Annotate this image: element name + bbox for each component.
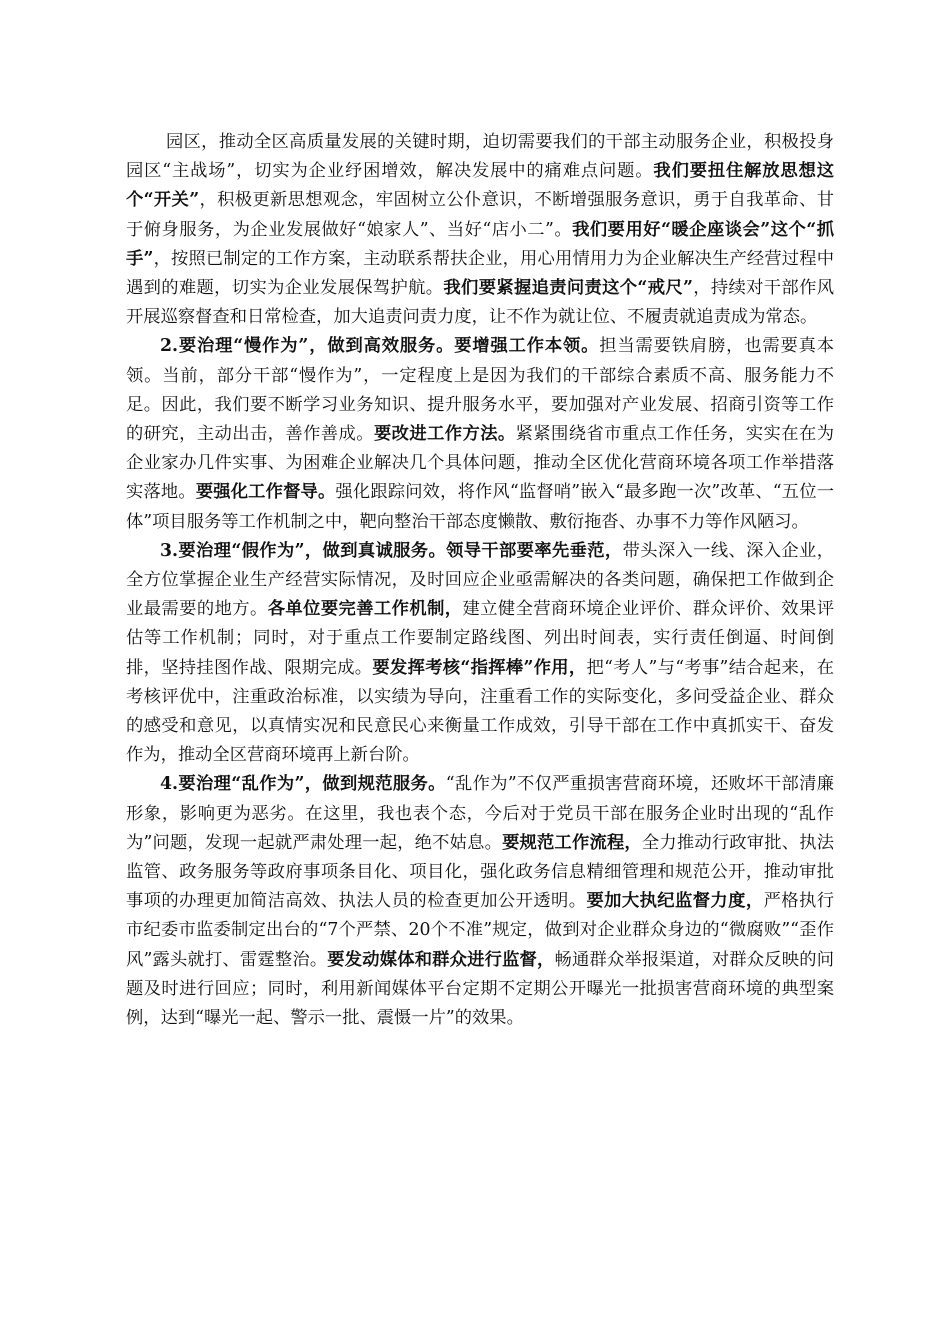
paragraph-3-seg-4: 要发挥考核“指挥棒”作用， — [372, 657, 587, 678]
paragraph-4-seg-4: 要加大执纪监督力度， — [586, 891, 764, 912]
paragraph-2-seg-4: 要强化工作督导。 — [195, 482, 336, 503]
paragraph-1-seg-0: 园区，推动全区高质量发展的关键时期，迫切需要我们的干部主动服务企业，积极投身园区“主战场”，切实为企业纾困增效，解决发展中的痛难点问题。 — [126, 132, 834, 182]
paragraph-4-seg-0: 4.要治理“乱作为”，做到规范服务。 — [160, 774, 446, 795]
paragraph-3 — [126, 537, 834, 771]
document-page — [126, 128, 834, 1033]
paragraph-2 — [126, 332, 834, 536]
paragraph-3-seg-0: 3.要治理“假作为”，做到真诚服务。领导干部要率先垂范， — [160, 540, 623, 561]
paragraph-2-seg-3: 紧紧围绕省市重点工作任务，实实在在为企业家办几件实事、为困难企业解决几个具体问题，推动全区优化营商环境各项工作举措落实落地。 — [126, 424, 834, 503]
paragraph-1-seg-1: 我们要扭住解放思想这个“开关” — [126, 161, 834, 211]
paragraph-1-seg-2: ，积极更新思想观念，牢固树立公仆意识，不断增强服务意识，勇于自我革命、甘于俯身服务，为企业发展做好“娘家人”、当好“店小二”。 — [126, 190, 834, 240]
paragraph-1-seg-3: 我们要用好“暖企座谈会”这个“抓手” — [126, 219, 834, 269]
paragraph-4-seg-1: “乱作为”不仅严重损害营商环境，还败坏干部清廉形象，影响更为恶劣。在这里，我也表个态，今后对于党员干部在服务企业时出现的“乱作为”问题，发现一起就严肃处理一起，绝不姑息。 — [126, 774, 835, 853]
paragraph-2-seg-2: 要改进工作方法。 — [373, 424, 516, 445]
paragraph-1-seg-6: ，持续对干部作风开展巡察督查和日常检查，加大追责问责力度，让不作为就让位、不履责就追责成为常态。 — [126, 278, 834, 328]
paragraph-4-seg-5: 严格执行市纪委市监委制定出台的“7个严禁、20个不准”规定，做到对企业群众身边的“微腐败”“歪作风”露头就打、雷霆整治。 — [126, 891, 834, 970]
paragraph-3-seg-3: 建立健全营商环境企业评价、群众评价、效果评估等工作机制；同时，对于重点工作要制定路线图、列出时间表，实行责任倒逼、时间倒排，坚持挂图作战、限期完成。 — [126, 599, 834, 678]
paragraph-3-seg-2: 各单位要完善工作机制， — [267, 599, 463, 620]
paragraph-4-seg-3: 全力推动行政审批、执法监管、政务服务等政府事项条目化、项目化，强化政务信息精细管理和规范公开，推动审批事项的办理更加简洁高效、执法人员的检查更加公开透明。 — [126, 832, 834, 912]
paragraph-4-seg-7: 畅通群众举报渠道，对群众反映的问题及时进行回应；同时，利用新闻媒体平台定期不定期公开曝光一批损害营商环境的典型案例，达到“曝光一起、警示一批、震慑一片”的效果。 — [126, 949, 834, 1029]
paragraph-3-seg-5: 把“考人”与“考事”结合起来，在考核评优中，注重政治标准，以实绩为导向，注重看工作的实际变化，多问受益企业、群众的感受和意见，以真情实况和民意民心来衡量工作成效，引导干部在工作中真抓实干、奋发作为，推动全区营商环境再上新台阶。 — [126, 657, 834, 766]
paragraph-4-seg-2: 要规范工作流程， — [502, 832, 642, 853]
paragraph-1-seg-5: 我们要紧握追责问责这个“戒尺” — [443, 278, 693, 299]
paragraph-4-seg-6: 要发动媒体和群众进行监督， — [327, 949, 555, 970]
paragraph-4 — [126, 770, 834, 1033]
paragraph-2-seg-1: 担当需要铁肩膀，也需要真本领。当前，部分干部“慢作为”，一定程度上是因为我们的干部综合素质不高、服务能力不足。因此，我们要不断学习业务知识、提升服务水平，要加强对产业发展、招商引资等工作的研究，主动出击，善作善成。 — [126, 336, 834, 445]
paragraph-2-seg-5: 强化跟踪问效，将作风“监督哨”嵌入“最多跑一次”改革、“五位一体”项目服务等工作机制之中，靶向整治干部态度懒散、敷衍拖沓、办事不力等作风陋习。 — [126, 482, 834, 532]
paragraph-2-seg-0: 2.要治理“慢作为”，做到高效服务。要增强工作本领。 — [160, 336, 600, 357]
paragraph-1-seg-4: ，按照已制定的工作方案，主动联系帮扶企业，用心用情用力为企业解决生产经营过程中遇到的难题，切实为企业发展保驾护航。 — [126, 248, 834, 299]
paragraph-3-seg-1: 带头深入一线、深入企业，全方位掌握企业生产经营实际情况，及时回应企业亟需解决的各类问题，确保把工作做到企业最需要的地方。 — [126, 540, 834, 620]
paragraph-1 — [126, 128, 834, 332]
